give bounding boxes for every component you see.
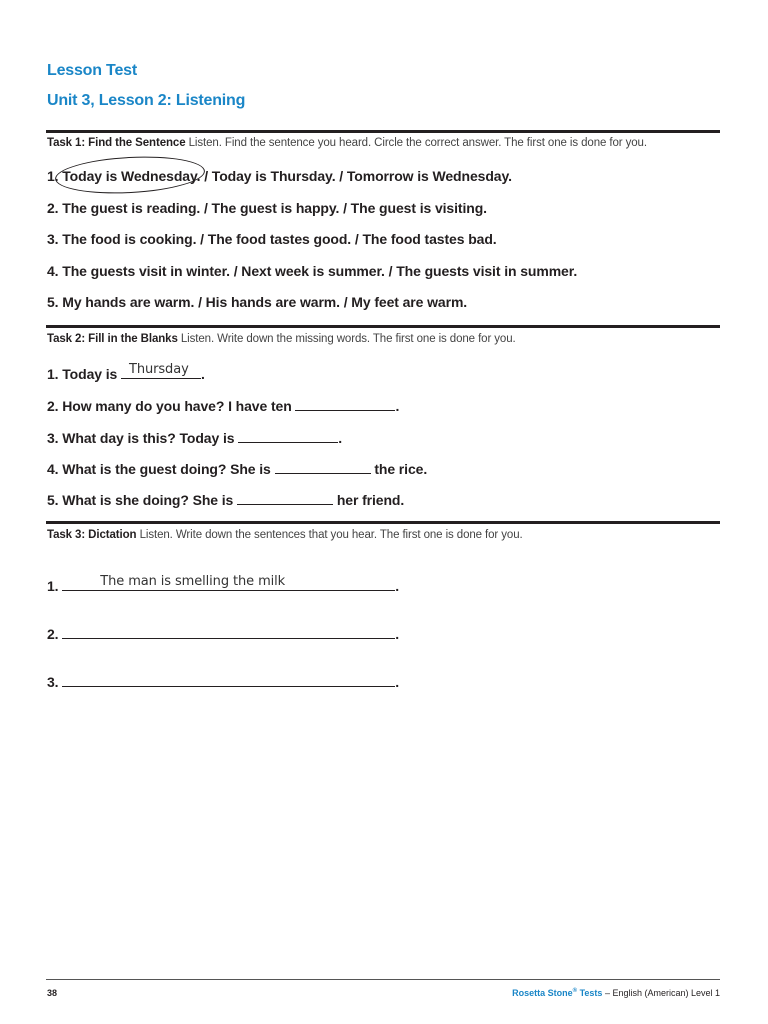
task2-item-1-answer: Thursday — [129, 362, 189, 377]
task3-item-3-line[interactable] — [62, 672, 395, 687]
task2-item-5-blank[interactable] — [237, 490, 333, 505]
course-name: – English (American) Level 1 — [602, 988, 720, 998]
task3-item-3 — [47, 672, 399, 690]
task2-item-4-end: the rice. — [370, 461, 428, 477]
task1-label: Task 1: Find the Sentence — [47, 137, 186, 149]
brand-name — [512, 988, 602, 998]
registered-mark: ® — [572, 988, 578, 994]
task1-item-4: 4. The guests visit in winter. / Next week is summer. / The guests visit in summer. — [47, 263, 578, 279]
lesson-test-title: Lesson Test — [47, 62, 137, 79]
task2-item-3-end: . — [338, 430, 343, 446]
task3-label: Task 3: Dictation — [47, 529, 137, 541]
task3-item-2-line[interactable] — [62, 624, 395, 639]
task2-item-4-prompt: 4. What is the guest doing? She is — [47, 461, 275, 477]
task3-item-2 — [47, 624, 399, 642]
task3-item-1 — [47, 576, 399, 594]
page-number: 38 — [47, 988, 58, 998]
task2-item-1-end: . — [201, 366, 205, 382]
task3-item-1-line[interactable] — [62, 576, 395, 591]
task3-header — [47, 529, 523, 541]
task1-header — [47, 137, 647, 149]
task2-item-4 — [47, 459, 427, 477]
task3-divider — [46, 521, 720, 524]
task2-item-1 — [47, 364, 205, 382]
task1-item-3: 3. The food is cooking. / The food tastes good. / The food tastes bad. — [47, 231, 497, 247]
task1-divider — [46, 130, 720, 133]
task2-item-3 — [47, 428, 342, 446]
task1-item-2: 2. The guest is reading. / The guest is happy. / The guest is visiting. — [47, 200, 487, 216]
task2-item-3-prompt: 3. What day is this? Today is — [47, 430, 239, 446]
task2-item-2-end: . — [395, 398, 400, 414]
task2-item-5-prompt: 5. What is she doing? She is — [47, 492, 238, 508]
task2-item-2-prompt: 2. How many do you have? I have ten — [47, 398, 296, 414]
footer-divider — [46, 979, 720, 980]
task2-divider — [46, 325, 720, 328]
task2-item-2-blank[interactable] — [295, 396, 395, 411]
task3-item-1-number: 1. — [47, 578, 59, 594]
task2-item-4-blank[interactable] — [275, 459, 371, 474]
task3-item-3-end: . — [395, 674, 400, 690]
task3-item-1-end: . — [395, 578, 400, 594]
brand-label: Rosetta Stone — [512, 988, 573, 998]
task2-item-5-end: her friend. — [333, 492, 405, 508]
task3-item-2-end: . — [395, 626, 400, 642]
task3-instruction: Listen. Write down the sentences that you hear. The first one is done for you. — [139, 529, 523, 541]
brand-suffix: Tests — [577, 988, 603, 998]
task1-item-1: 1. Today is Wednesday. / Today is Thursday. / Tomorrow is Wednesday. — [47, 168, 512, 184]
task2-item-1-blank[interactable] — [121, 364, 201, 379]
task2-label: Task 2: Fill in the Blanks — [47, 333, 178, 345]
task2-item-5 — [47, 490, 404, 508]
task2-header — [47, 333, 516, 345]
task1-instruction: Listen. Find the sentence you heard. Circle the correct answer. The first one is done for you. — [188, 137, 647, 149]
task1-item-5: 5. My hands are warm. / His hands are warm. / My feet are warm. — [47, 294, 468, 310]
task3-item-2-number: 2. — [47, 626, 59, 642]
task2-item-1-prompt: 1. Today is — [47, 366, 122, 382]
task3-item-3-number: 3. — [47, 674, 59, 690]
task2-instruction: Listen. Write down the missing words. The first one is done for you. — [180, 333, 516, 345]
task3-item-1-answer: The man is smelling the milk — [100, 574, 286, 589]
task2-item-3-blank[interactable] — [238, 428, 338, 443]
unit-lesson-title: Unit 3, Lesson 2: Listening — [47, 92, 246, 109]
footer-credit — [512, 988, 720, 998]
task2-item-2 — [47, 396, 399, 414]
